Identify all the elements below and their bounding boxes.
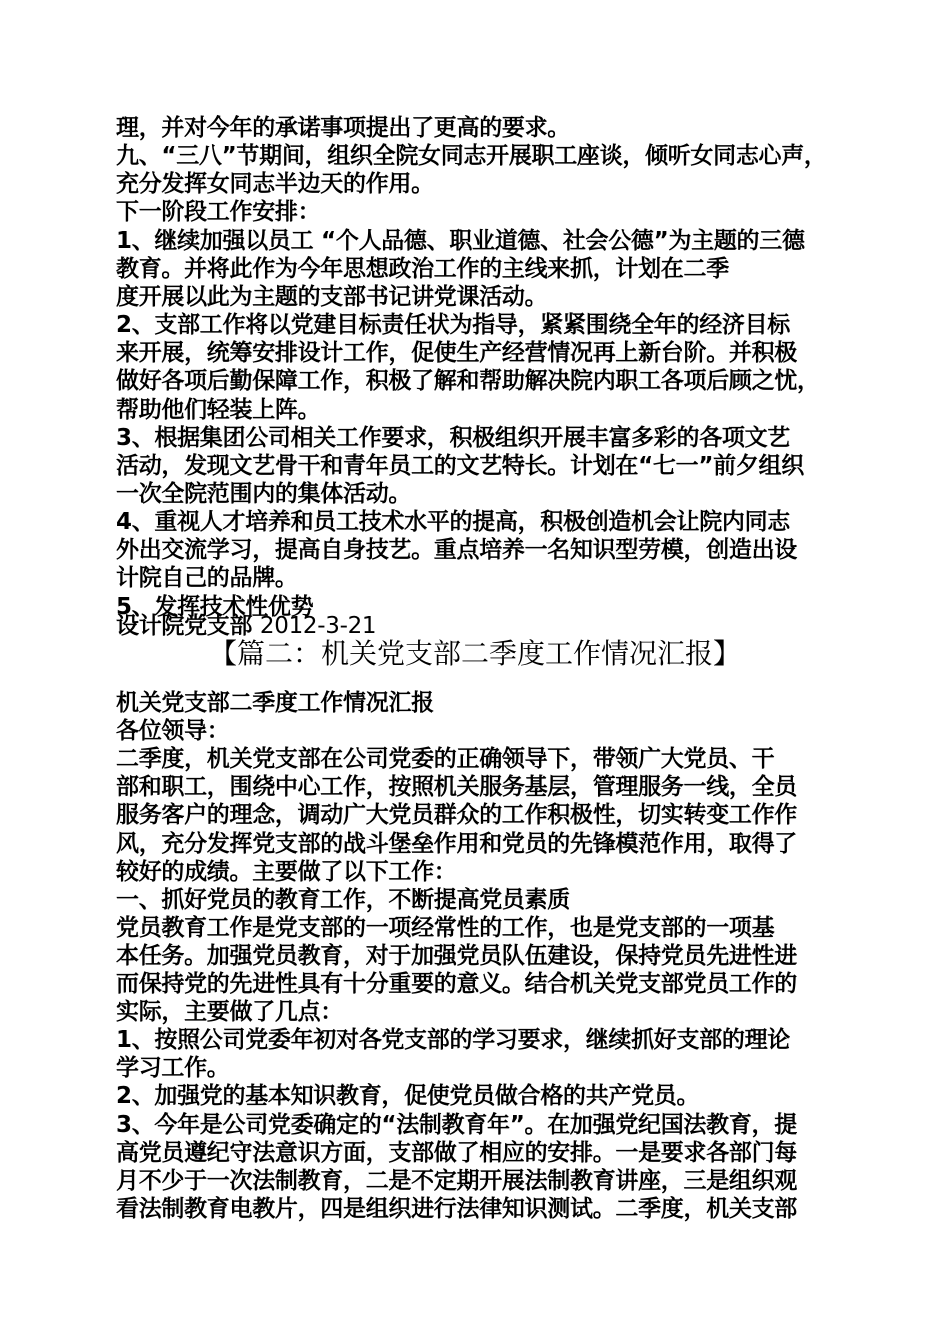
section-heading: 【篇二：机关党支部二季度工作情况汇报】 bbox=[208, 637, 741, 670]
paragraph-line: 充分发挥女同志半边天的作用。 bbox=[116, 171, 434, 198]
paragraph-line: 月不少于一次法制教育，二是不定期开展法制教育讲座，三是组织观 bbox=[116, 1167, 798, 1194]
paragraph-line: 学习工作。 bbox=[116, 1055, 230, 1082]
paragraph-line: 机关党支部二季度工作情况汇报 bbox=[116, 690, 434, 716]
paragraph-line: 部和职工，围绕中心工作，按照机关服务基层，管理服务一线，全员 bbox=[116, 774, 798, 801]
paragraph-line: 计院自己的品牌。 bbox=[116, 565, 298, 592]
paragraph-line: 做好各项后勤保障工作，积极了解和帮助解决院内职工各项后顾之忧， bbox=[116, 368, 820, 395]
paragraph-line: 活动，发现文艺骨干和青年员工的文艺特长。计划在“七一”前夕组织 bbox=[116, 452, 804, 479]
paragraph-line: 帮助他们轻装上阵。 bbox=[116, 396, 321, 423]
paragraph-line: 教育。并将此作为今年思想政治工作的主线来抓，计划在二季 bbox=[116, 255, 729, 282]
paragraph-line: 二季度，机关党支部在公司党委的正确领导下，带领广大党员、干 bbox=[116, 746, 775, 773]
signature-org: 设计院党支部 bbox=[116, 613, 260, 639]
paragraph-line: 风，充分发挥党支部的战斗堡垒作用和党员的先锋模范作用，取得了 bbox=[116, 830, 798, 857]
paragraph-line: 下一阶段工作安排： bbox=[116, 199, 321, 226]
paragraph-line: 理，并对今年的承诺事项提出了更高的要求。 bbox=[116, 115, 571, 141]
paragraph-line: 九、“三八”节期间，组织全院女同志开展职工座谈，倾听女同志心声， bbox=[116, 143, 827, 170]
paragraph-line: 2、支部工作将以党建目标责任状为指导，紧紧围绕全年的经济目标 bbox=[116, 312, 791, 339]
paragraph-line: 本任务。加强党员教育，对于加强党员队伍建设，保持党员先进性进 bbox=[116, 942, 798, 969]
paragraph-line: 高党员遵纪守法意识方面，支部做了相应的安排。一是要求各部门每 bbox=[116, 1139, 798, 1166]
paragraph-line: 5、发挥技术性优势 bbox=[116, 593, 314, 620]
paragraph-line: 一、抓好党员的教育工作，不断提高党员素质 bbox=[116, 886, 571, 913]
paragraph-line: 较好的成绩。主要做了以下工作： bbox=[116, 858, 457, 885]
paragraph-line: 2、加强党的基本知识教育，促使党员做合格的共产党员。 bbox=[116, 1083, 700, 1110]
paragraph-line: 4、重视人才培养和员工技术水平的提高，积极创造机会让院内同志 bbox=[116, 509, 791, 536]
paragraph-line: 度开展以此为主题的支部书记讲党课活动。 bbox=[116, 283, 548, 310]
paragraph-line: 来开展，统筹安排设计工作，促使生产经营情况再上新台阶。并积极 bbox=[116, 340, 798, 367]
paragraph-line: 外出交流学习，提高自身技艺。重点培养一名知识型劳模，创造出设 bbox=[116, 537, 798, 564]
signature-date: 2012-3-21 bbox=[259, 613, 377, 639]
paragraph-line: 而保持党的先进性具有十分重要的意义。结合机关党支部党员工作的 bbox=[116, 971, 798, 997]
paragraph-line: 1、按照公司党委年初对各党支部的学习要求，继续抓好支部的理论 bbox=[116, 1027, 791, 1054]
paragraph-line: 党员教育工作是党支部的一项经常性的工作，也是党支部的一项基 bbox=[116, 914, 775, 941]
paragraph-line: 服务客户的理念，调动广大党员群众的工作积极性，切实转变工作作 bbox=[116, 802, 798, 829]
paragraph-line: 看法制教育电教片，四是组织进行法律知识测试。二季度，机关支部 bbox=[116, 1195, 798, 1222]
paragraph-line: 3、根据集团公司相关工作要求，积极组织开展丰富多彩的各项文艺 bbox=[116, 424, 791, 451]
paragraph-line: 3、今年是公司党委确定的“法制教育年”。在加强党纪国法教育，提 bbox=[116, 1111, 797, 1138]
paragraph-line: 1、继续加强以员工 “个人品德、职业道德、社会公德”为主题的三德 bbox=[116, 227, 805, 254]
paragraph-line: 实际，主要做了几点： bbox=[116, 999, 344, 1026]
paragraph-line: 各位领导： bbox=[116, 718, 230, 745]
paragraph-line: 一次全院范围内的集体活动。 bbox=[116, 480, 412, 507]
